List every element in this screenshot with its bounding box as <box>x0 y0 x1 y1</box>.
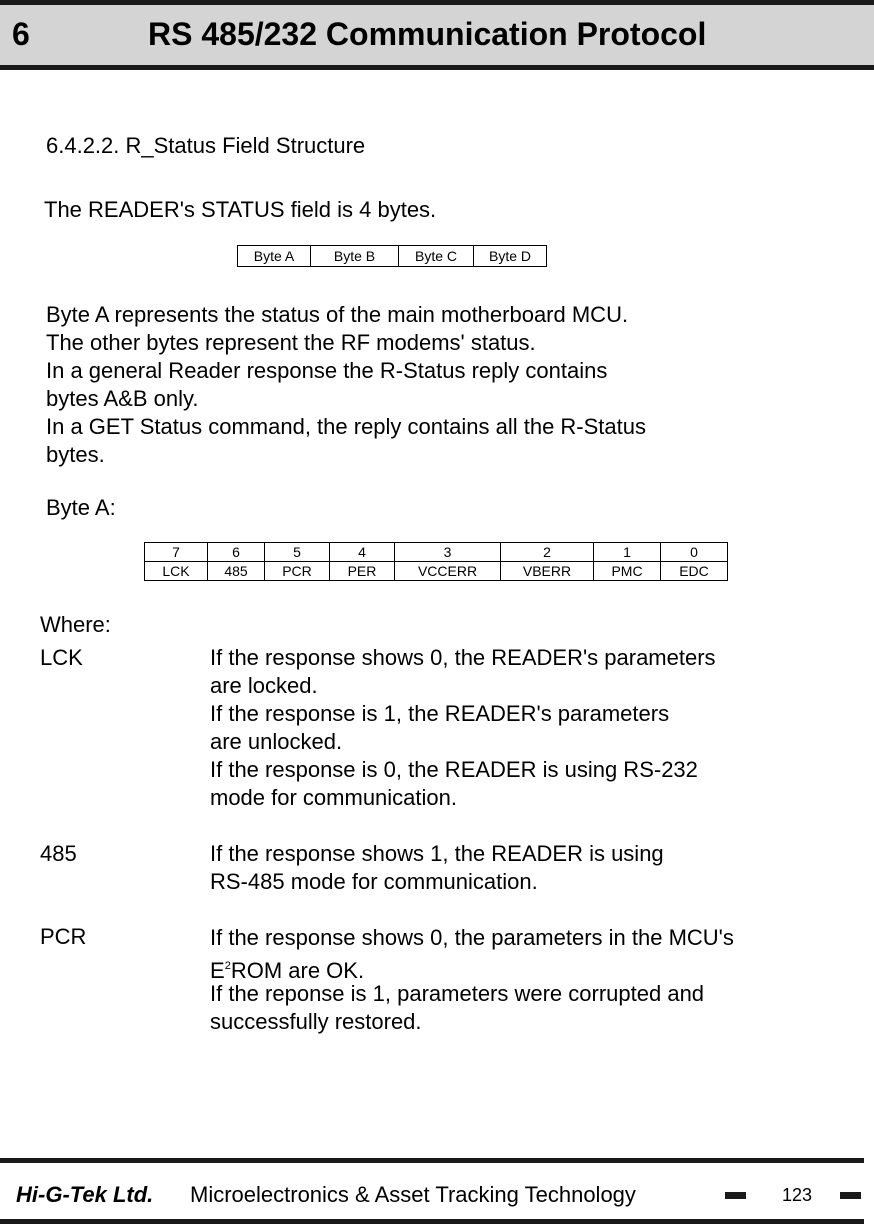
definition-line: If the reponse is 1, parameters were corrupted and <box>210 981 705 1006</box>
footer-rule-bottom <box>0 1219 864 1224</box>
bit-name: 485 <box>208 562 265 581</box>
definition-term: 485 <box>40 841 77 866</box>
bytes-table <box>237 245 547 267</box>
description-line: Byte A represents the status of the main motherboard MCU. <box>46 302 629 327</box>
definition-term: LCK <box>40 645 83 670</box>
definition-line: RS-485 mode for communication. <box>210 869 538 894</box>
bit-name-row <box>145 562 728 581</box>
bit-name: PMC <box>594 562 661 581</box>
description-line: bytes A&B only. <box>46 386 199 411</box>
bit-number: 2 <box>501 543 594 562</box>
chapter-title: RS 485/232 Communication Protocol <box>148 16 707 52</box>
section-title: 6.4.2.2. R_Status Field Structure <box>46 133 366 158</box>
definition-text: ROM are OK. <box>230 958 365 983</box>
bit-number: 0 <box>661 543 728 562</box>
page-number: 123 <box>782 1185 813 1205</box>
chapter-number: 6 <box>12 16 30 52</box>
bit-number: 1 <box>594 543 661 562</box>
byte-cell: Byte D <box>474 246 547 267</box>
bit-name: LCK <box>145 562 208 581</box>
bit-name: VBERR <box>501 562 594 581</box>
definition-line: successfully restored. <box>210 1009 422 1034</box>
bit-number: 5 <box>265 543 330 562</box>
bit-name: PER <box>330 562 395 581</box>
where-label: Where: <box>40 612 111 637</box>
definition-line: are unlocked. <box>210 729 343 754</box>
byte-cell: Byte C <box>399 246 474 267</box>
definition-line: mode for communication. <box>210 785 457 810</box>
byte-a-label: Byte A: <box>46 495 116 520</box>
bit-number: 4 <box>330 543 395 562</box>
bits-table <box>144 542 728 581</box>
description-line: In a general Reader response the R-Status reply contains <box>46 358 608 383</box>
superscript: 2 <box>224 960 231 972</box>
bit-name: EDC <box>661 562 728 581</box>
footer-mark-left <box>725 1192 746 1199</box>
definition-term: PCR <box>40 924 87 949</box>
bit-number: 6 <box>208 543 265 562</box>
footer-company: Hi-G-Tek Ltd. <box>16 1182 154 1207</box>
footer-mark-right <box>840 1192 861 1199</box>
definition-line: If the response is 0, the READER is using RS-232 <box>210 757 698 782</box>
byte-cell: Byte A <box>238 246 311 267</box>
footer-rule-top <box>0 1158 864 1163</box>
intro-text: The READER's STATUS field is 4 bytes. <box>44 197 437 222</box>
description-line: In a GET Status command, the reply contains all the R-Status <box>46 414 646 439</box>
byte-cell: Byte B <box>311 246 399 267</box>
bit-number: 3 <box>395 543 501 562</box>
bit-number-row <box>145 543 728 562</box>
definition-line: If the response shows 0, the READER's parameters <box>210 645 716 670</box>
bit-number: 7 <box>145 543 208 562</box>
description-line: bytes. <box>46 442 105 467</box>
bit-name: PCR <box>265 562 330 581</box>
description-line: The other bytes represent the RF modems' status. <box>46 330 536 355</box>
definition-line: If the response shows 1, the READER is using <box>210 841 664 866</box>
bit-name: VCCERR <box>395 562 501 581</box>
header-rule-bottom <box>0 65 874 70</box>
definition-line: If the response is 1, the READER's parameters <box>210 701 670 726</box>
definition-line: are locked. <box>210 673 318 698</box>
footer-tagline: Microelectronics & Asset Tracking Technology <box>190 1182 636 1207</box>
definition-line: If the response shows 0, the parameters in the MCU's <box>210 925 734 950</box>
definition-text: E <box>210 958 225 983</box>
